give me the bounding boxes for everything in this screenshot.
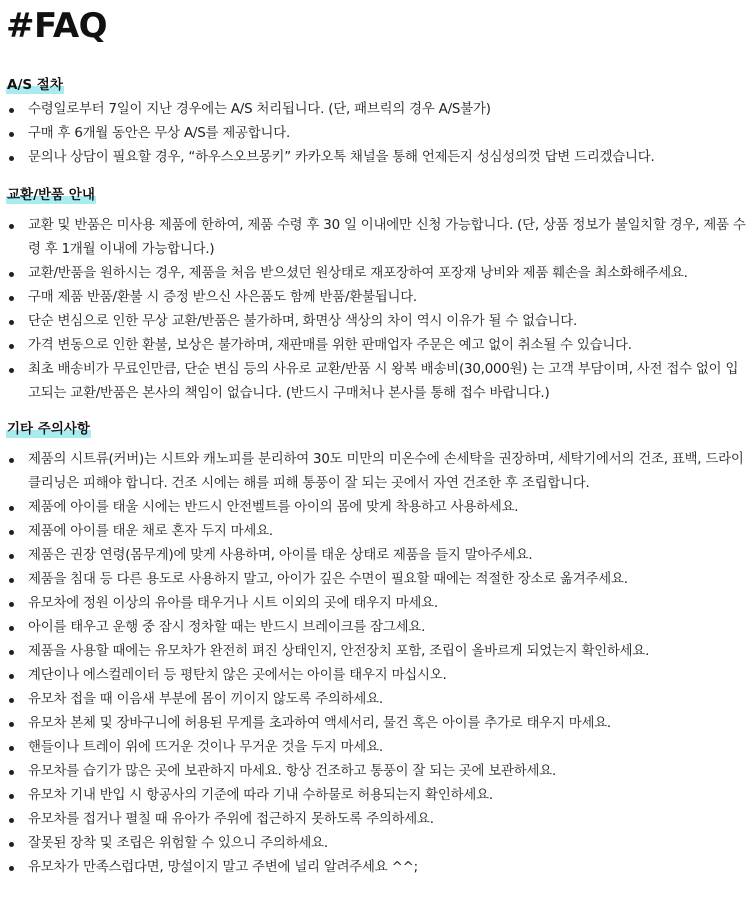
- list-item: 유모차에 정원 이상의 유아를 태우거나 시트 이외의 곳에 태우지 마세요.: [6, 592, 750, 616]
- list-item: 제품은 권장 연령(몸무게)에 맞게 사용하며, 아이를 태운 상태로 제품을 들지 말아주세요.: [6, 544, 750, 568]
- bullet-icon: [9, 794, 14, 799]
- bullet-icon: [9, 272, 14, 277]
- section-exchange-return: [6, 170, 750, 406]
- faq-page: [0, 6, 750, 880]
- bullet-icon: [9, 866, 14, 871]
- list-item: 단순 변심으로 인한 무상 교환/반품은 불가하며, 화면상 색상의 차이 역시 이유가 될 수 없습니다.: [6, 310, 750, 334]
- list-item: 유모차 기내 반입 시 항공사의 기준에 따라 기내 수하물로 허용되는지 확인하세요.: [6, 784, 750, 808]
- list-item: 구매 제품 반품/환불 시 증정 받으신 사은품도 함께 반품/환불됩니다.: [6, 286, 750, 310]
- list-item: 유모차 접을 때 이음새 부분에 몸이 끼이지 않도록 주의하세요.: [6, 688, 750, 712]
- bullet-icon: [9, 602, 14, 607]
- list-item: 수령일로부터 7일이 지난 경우에는 A/S 처리됩니다. (단, 패브릭의 경우 A/S불가): [6, 98, 750, 122]
- bullet-icon: [9, 698, 14, 703]
- list-item: 계단이나 에스컬레이터 등 평탄치 않은 곳에서는 아이를 태우지 마십시오.: [6, 664, 750, 688]
- bullet-icon: [9, 674, 14, 679]
- bullet-icon: [9, 818, 14, 823]
- list-item: 유모차를 습기가 많은 곳에 보관하지 마세요. 항상 건조하고 통풍이 잘 되는 곳에 보관하세요.: [6, 760, 750, 784]
- bullet-icon: [9, 746, 14, 751]
- as-list: [6, 98, 750, 170]
- section-heading-exchange-return: 교환/반품 안내: [7, 187, 95, 203]
- list-item: 제품을 사용할 때에는 유모차가 완전히 펴진 상태인지, 안전장치 포함, 조립이 올바르게 되었는지 확인하세요.: [6, 640, 750, 664]
- bullet-icon: [9, 506, 14, 511]
- bullet-icon: [9, 554, 14, 559]
- list-item: 핸들이나 트레이 위에 뜨거운 것이나 무거운 것을 두지 마세요.: [6, 736, 750, 760]
- list-item: 제품을 침대 등 다른 용도로 사용하지 말고, 아이가 깊은 수면이 필요할 때에는 적절한 장소로 옮겨주세요.: [6, 568, 750, 592]
- list-item: 아이를 태우고 운행 중 잠시 정차할 때는 반드시 브레이크를 잠그세요.: [6, 616, 750, 640]
- section-as: [6, 46, 750, 170]
- list-item: 구매 후 6개월 동안은 무상 A/S를 제공합니다.: [6, 122, 750, 146]
- section-heading-as: A/S 절차: [7, 77, 63, 93]
- list-item: 잘못된 장착 및 조립은 위험할 수 있으니 주의하세요.: [6, 832, 750, 856]
- list-item: 유모차가 만족스럽다면, 망설이지 말고 주변에 널리 알려주세요 ^^;: [6, 856, 750, 880]
- list-item: 교환 및 반품은 미사용 제품에 한하여, 제품 수령 후 30 일 이내에만 신청 가능합니다. (단, 상품 정보가 불일치할 경우, 제품 수령 후 1개월 이내에 가능합니다.): [6, 214, 750, 262]
- bullet-icon: [9, 842, 14, 847]
- page-title: #FAQ: [6, 6, 108, 46]
- list-item: 제품의 시트류(커버)는 시트와 캐노피를 분리하여 30도 미만의 미온수에 손세탁을 권장하며, 세탁기에서의 건조, 표백, 드라이클리닝은 피해야 합니다. 건조 시에는 해를 피해 통풍이 잘 되는 곳에서 자연 건조한 후 조립합니다.: [6, 448, 750, 496]
- bullet-icon: [9, 770, 14, 775]
- bullet-icon: [9, 578, 14, 583]
- bullet-icon: [9, 296, 14, 301]
- bullet-icon: [9, 320, 14, 325]
- bullet-icon: [9, 458, 14, 463]
- section-precautions: [6, 406, 750, 880]
- list-item: 유모차 본체 및 장바구니에 허용된 무게를 초과하여 액세서리, 물건 혹은 아이를 추가로 태우지 마세요.: [6, 712, 750, 736]
- bullet-icon: [9, 626, 14, 631]
- bullet-icon: [9, 156, 14, 161]
- bullet-icon: [9, 368, 14, 373]
- list-item: 유모차를 접거나 펼칠 때 유아가 주위에 접근하지 못하도록 주의하세요.: [6, 808, 750, 832]
- bullet-icon: [9, 344, 14, 349]
- exchange-return-list: [6, 214, 750, 406]
- bullet-icon: [9, 650, 14, 655]
- bullet-icon: [9, 530, 14, 535]
- list-item: 제품에 아이를 태운 채로 혼자 두지 마세요.: [6, 520, 750, 544]
- section-heading-precautions: 기타 주의사항: [7, 421, 90, 437]
- bullet-icon: [9, 722, 14, 727]
- precautions-list: [6, 448, 750, 880]
- bullet-icon: [9, 224, 14, 229]
- list-item: 최초 배송비가 무료인만큼, 단순 변심 등의 사유로 교환/반품 시 왕복 배송비(30,000원) 는 고객 부담이며, 사전 접수 없이 입고되는 교환/반품은 본사의 책임이 없습니다. (반드시 구매처나 본사를 통해 접수 바랍니다.): [6, 358, 750, 406]
- list-item: 가격 변동으로 인한 환불, 보상은 불가하며, 재판매를 위한 판매업자 주문은 예고 없이 취소될 수 있습니다.: [6, 334, 750, 358]
- list-item: 제품에 아이를 태울 시에는 반드시 안전벨트를 아이의 몸에 맞게 착용하고 사용하세요.: [6, 496, 750, 520]
- bullet-icon: [9, 132, 14, 137]
- list-item: 교환/반품을 원하시는 경우, 제품을 처음 받으셨던 원상태로 재포장하여 포장재 낭비와 제품 훼손을 최소화해주세요.: [6, 262, 750, 286]
- list-item: 문의나 상담이 필요할 경우, “하우스오브몽키” 카카오톡 채널을 통해 언제든지 성심성의껏 답변 드리겠습니다.: [6, 146, 750, 170]
- bullet-icon: [9, 108, 14, 113]
